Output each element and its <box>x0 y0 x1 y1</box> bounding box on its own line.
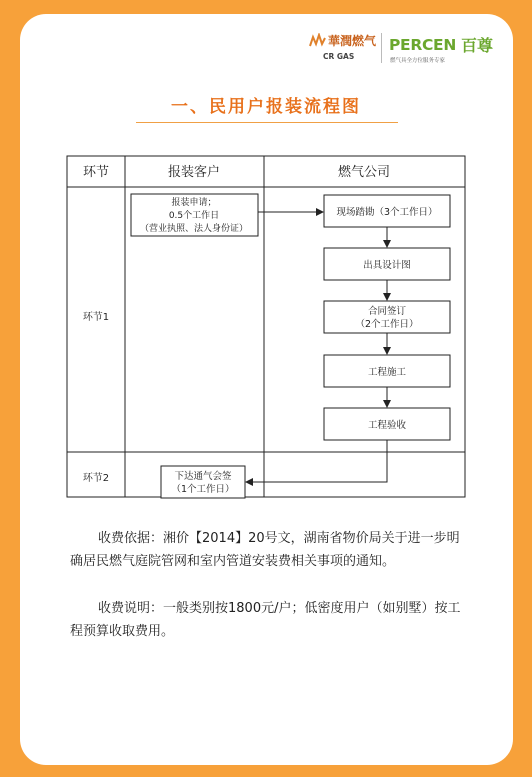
arrow-acceptance-to-notice <box>246 440 387 482</box>
site-survey-box <box>324 195 450 227</box>
fee-basis-paragraph <box>70 527 466 573</box>
stage-1-label: 环节1 <box>82 312 110 323</box>
page-title: 一、民用户报装流程图 <box>171 97 361 117</box>
fee-basis-text: 收费依据：湘价【2014】20号文，湖南省物价局关于进一步明确居民燃气庭院管网和室内管道安装费相关事项的通知。 <box>70 531 460 569</box>
notice-line-1: 下达通气会签 <box>174 471 232 482</box>
percen-logo-tagline: 燃气具全方位服务专家 <box>390 58 446 64</box>
notice-line-2: （1个工作日） <box>171 484 235 495</box>
construction-label: 工程施工 <box>367 367 407 378</box>
contract-line-2: （2个工作日） <box>355 319 419 330</box>
contract-line-1: 合同签订 <box>367 306 407 317</box>
fee-explanation-text: 收费说明：一般类别按1800元/户；低密度用户（如别墅）按工程预算收取费用。 <box>70 601 461 639</box>
stage-2-label: 环节2 <box>82 473 110 484</box>
acceptance-box <box>324 408 450 440</box>
apply-box <box>131 194 258 236</box>
apply-line-2: 0.5个工作日 <box>168 211 220 221</box>
design-drawing-label: 出具设计图 <box>363 260 411 271</box>
header-customer: 报装客户 <box>167 165 221 180</box>
site-survey-label: 现场踏勘（3个工作日） <box>336 207 438 218</box>
notice-box <box>161 466 245 498</box>
contract-box <box>324 301 450 333</box>
acceptance-label: 工程验收 <box>367 420 407 431</box>
fee-explanation-paragraph <box>70 597 466 643</box>
apply-line-1: 报装申请； <box>171 198 217 208</box>
apply-line-3: （营业执照、法人身份证） <box>139 224 249 234</box>
header-stage: 环节 <box>82 165 110 180</box>
percen-logo-en: PERCEN <box>389 36 457 54</box>
construction-box <box>324 355 450 387</box>
design-drawing-box <box>324 248 450 280</box>
percen-logo-cn: 百尊 <box>461 36 494 55</box>
cr-gas-logo-en: CR GAS <box>323 52 355 61</box>
cr-gas-logo-cn: 華潤燃气 <box>328 34 377 48</box>
header-gas-company: 燃气公司 <box>337 165 391 180</box>
